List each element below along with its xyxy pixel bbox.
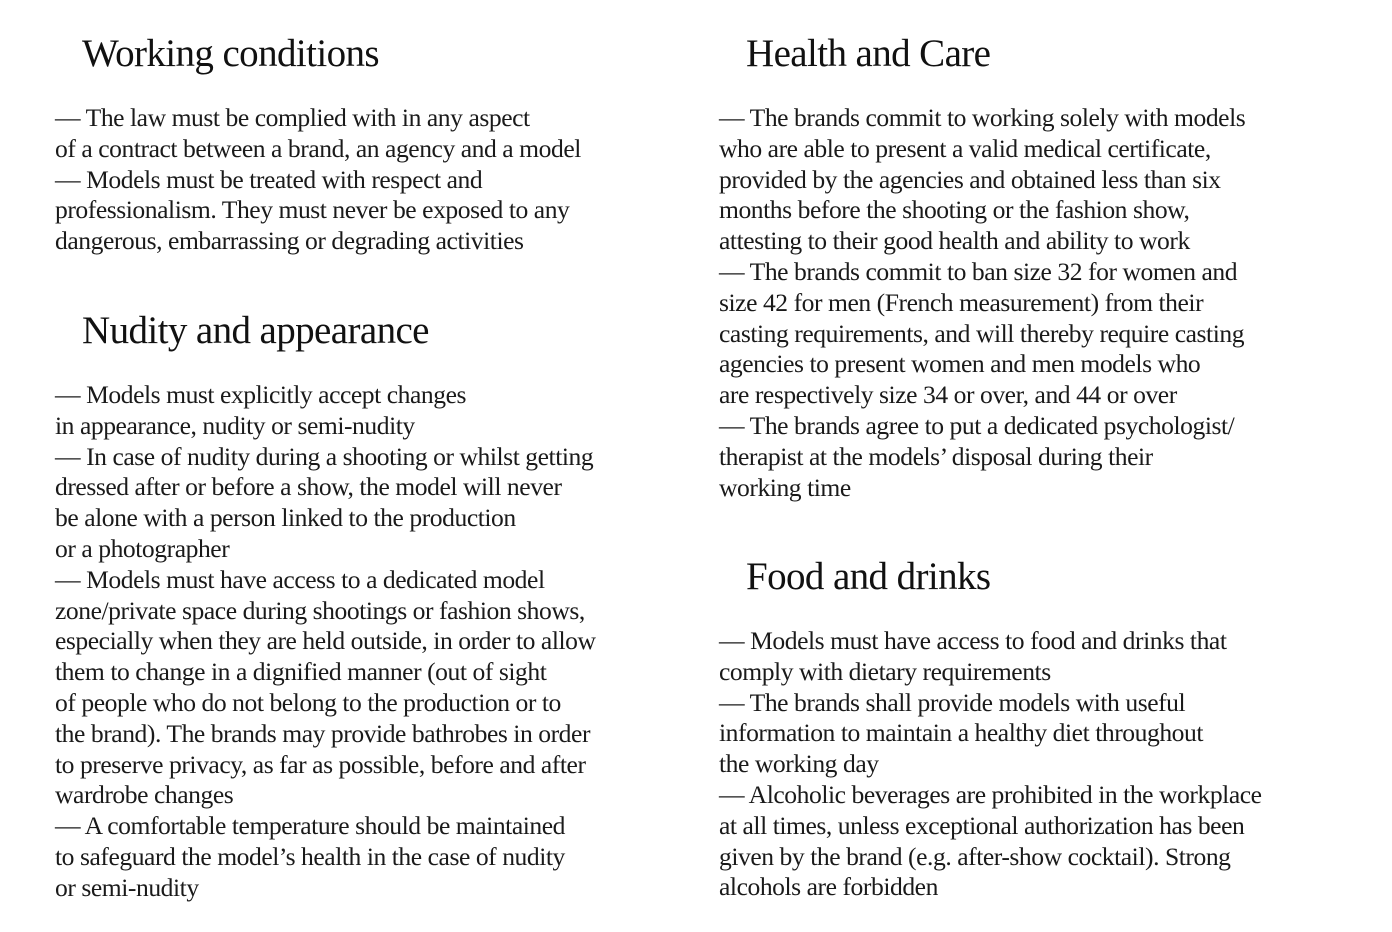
body-line: — The brands commit to working solely with models (719, 103, 1246, 132)
body-line: to safeguard the model’s health in the case of nudity (55, 841, 565, 871)
body-line: who are able to present a valid medical certificate, (719, 133, 1211, 163)
body-line: — Models must have access to food and drinks that (719, 626, 1227, 655)
body-line: the working day (719, 749, 879, 779)
body-line: agencies to present women and men models who (719, 349, 1201, 379)
body-line: especially when they are held outside, in order to allow (55, 626, 596, 656)
body-line: attesting to their good health and ability to work (719, 226, 1190, 256)
body-line: therapist at the models’ disposal during their (719, 441, 1153, 471)
section-body-health-and-care (719, 103, 1245, 503)
body-line: or a photographer (55, 533, 230, 563)
body-line: given by the brand (e.g. after-show cocktail). Strong (719, 841, 1231, 871)
section-body-working-conditions (55, 103, 581, 257)
body-line: — Models must be treated with respect and (55, 164, 483, 194)
body-line: casting requirements, and will thereby require casting (719, 318, 1245, 348)
section-title-food-and-drinks: Food and drinks (746, 555, 991, 598)
body-line: dressed after or before a show, the model will never (55, 472, 562, 502)
body-line: months before the shooting or the fashion show, (719, 195, 1190, 225)
body-line: the brand). The brands may provide bathrobes in order (55, 718, 591, 748)
body-line: of people who do not belong to the production or to (55, 687, 561, 717)
body-line: — The brands agree to put a dedicated psychologist/ (719, 410, 1235, 440)
body-line: — Models must have access to a dedicated model (55, 564, 545, 594)
body-line: be alone with a person linked to the production (55, 503, 516, 533)
section-title-nudity-and-appearance: Nudity and appearance (82, 309, 429, 352)
body-line: — Alcoholic beverages are prohibited in the workplace (719, 779, 1262, 809)
body-line: — In case of nudity during a shooting or whilst getting (55, 441, 594, 471)
section-title-health-and-care: Health and Care (746, 32, 991, 75)
body-line: or semi-nudity (55, 872, 199, 902)
body-line: at all times, unless exceptional authorization has been (719, 810, 1245, 840)
body-line: — A comfortable temperature should be maintained (55, 811, 566, 841)
body-line: wardrobe changes (55, 780, 234, 810)
body-line: dangerous, embarrassing or degrading activities (55, 226, 524, 256)
section-body-nudity-and-appearance (55, 380, 596, 904)
body-line: size 42 for men (French measurement) from their (719, 287, 1204, 317)
body-line: — Models must explicitly accept changes (55, 380, 467, 409)
body-line: zone/private space during shootings or fashion shows, (55, 595, 585, 625)
body-line: information to maintain a healthy diet throughout (719, 718, 1204, 748)
section-body-food-and-drinks (719, 626, 1262, 903)
body-line: them to change in a dignified manner (out of sight (55, 657, 547, 687)
body-line: of a contract between a brand, an agency and a model (55, 133, 581, 163)
body-line: are respectively size 34 or over, and 44 or over (719, 380, 1177, 410)
body-line: — The brands shall provide models with useful (719, 687, 1186, 717)
section-title-working-conditions: Working conditions (82, 32, 379, 75)
body-line: — The law must be complied with in any aspect (55, 103, 530, 132)
body-line: provided by the agencies and obtained less than six (719, 164, 1221, 194)
body-line: to preserve privacy, as far as possible, before and after (55, 749, 586, 779)
body-line: in appearance, nudity or semi-nudity (55, 410, 415, 440)
body-line: working time (719, 472, 851, 502)
body-line: alcohols are forbidden (719, 872, 938, 902)
body-line: professionalism. They must never be exposed to any (55, 195, 570, 225)
body-line: comply with dietary requirements (719, 656, 1051, 686)
body-line: — The brands commit to ban size 32 for women and (719, 256, 1238, 286)
